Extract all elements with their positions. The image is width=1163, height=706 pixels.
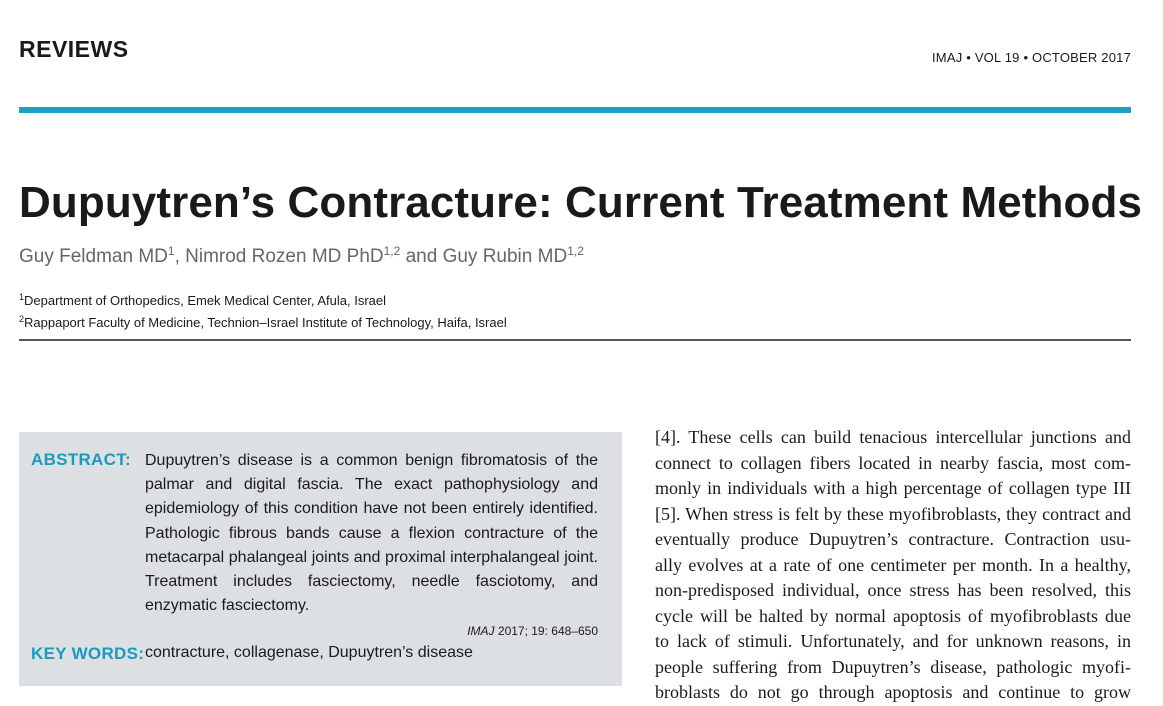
body-line: connect to collagen fibers located in nearby fascia, most com- <box>655 452 1131 473</box>
affiliation-text: Rappaport Faculty of Medicine, Technion–Israel Institute of Technology, Haifa, Israel <box>24 315 507 330</box>
abstract-text: Dupuytren’s disease is a common benign fibromatosis of the palmar and digital fascia. The exact pathophysiology and epidemiology of this condition have not been entirely identified. Pathologic fibrous bands cause a flexion contracture of the metacarpal phalangeal joints and proximal interphalangeal joint. Treatment includes fasciectomy, needle fasciotomy, and enzymatic fasciectomy. <box>145 452 598 615</box>
affiliation-text: Department of Orthopedics, Emek Medical Center, Afula, Israel <box>24 293 387 308</box>
body-line: [4]. These cells can build tenacious intercellular junctions and <box>655 427 1131 447</box>
affiliation-item <box>19 312 507 334</box>
affiliation-item <box>19 290 507 312</box>
author-affiliation-mark: 1,2 <box>383 244 401 258</box>
body-line: non-predisposed individual, once stress has been resolved, this <box>655 580 1131 600</box>
body-line: eventually produce Dupuytren’s contracture. Contraction usu- <box>655 529 1131 549</box>
body-line: monly in individuals with a high percentage of collagen type III <box>655 478 1131 498</box>
citation-journal: IMAJ <box>467 624 495 638</box>
abstract-label: ABSTRACT: <box>31 450 131 469</box>
separator: • <box>1023 50 1029 65</box>
affiliation-rule <box>19 339 1131 341</box>
separator: • <box>966 50 971 65</box>
journal-volume: VOL 19 <box>974 50 1020 65</box>
affiliation-number: 1 <box>19 292 25 302</box>
keywords-text: contracture, collagenase, Dupuytren’s disease <box>145 644 473 661</box>
body-line: people suffering from Dupuytren’s disease, pathologic myofi- <box>655 656 1131 677</box>
body-line: to lack of stimuli. Unfortunately, and for unknown reasons, in <box>655 631 1131 651</box>
affiliation-number: 2 <box>19 314 25 324</box>
author-separator: , <box>174 246 186 267</box>
journal-info <box>932 50 1131 65</box>
author-list <box>19 246 584 268</box>
article-title: Dupuytren’s Contracture: Current Treatment Methods <box>19 178 1143 227</box>
author-name: Guy Rubin MD <box>442 246 568 267</box>
body-line: broblasts do not go through apoptosis and continue to grow <box>655 682 1131 702</box>
citation-details: 2017; 19: 648–650 <box>494 624 598 638</box>
citation <box>467 624 598 638</box>
affiliation-list <box>19 290 507 334</box>
body-line: [5]. When stress is felt by these myofibroblasts, they contract and <box>655 503 1131 524</box>
author-name: Guy Feldman MD <box>19 246 168 267</box>
body-line: cycle will be halted by normal apoptosis of myofibroblasts due <box>655 605 1131 626</box>
header-rule <box>19 107 1131 113</box>
section-label: REVIEWS <box>19 36 129 62</box>
author-affiliation-mark: 1 <box>167 244 175 258</box>
journal-date: OCTOBER 2017 <box>1032 50 1131 65</box>
author-affiliation-mark: 1,2 <box>567 244 584 258</box>
keywords-label: KEY WORDS: <box>31 644 145 663</box>
abstract-box <box>19 432 622 686</box>
body-column <box>655 425 1131 706</box>
body-line: ally evolves at a rate of one centimeter per month. In a healthy, <box>655 554 1131 575</box>
journal-name: IMAJ <box>932 50 963 65</box>
author-and: and <box>400 246 443 267</box>
author-name: Nimrod Rozen MD PhD <box>185 246 384 267</box>
